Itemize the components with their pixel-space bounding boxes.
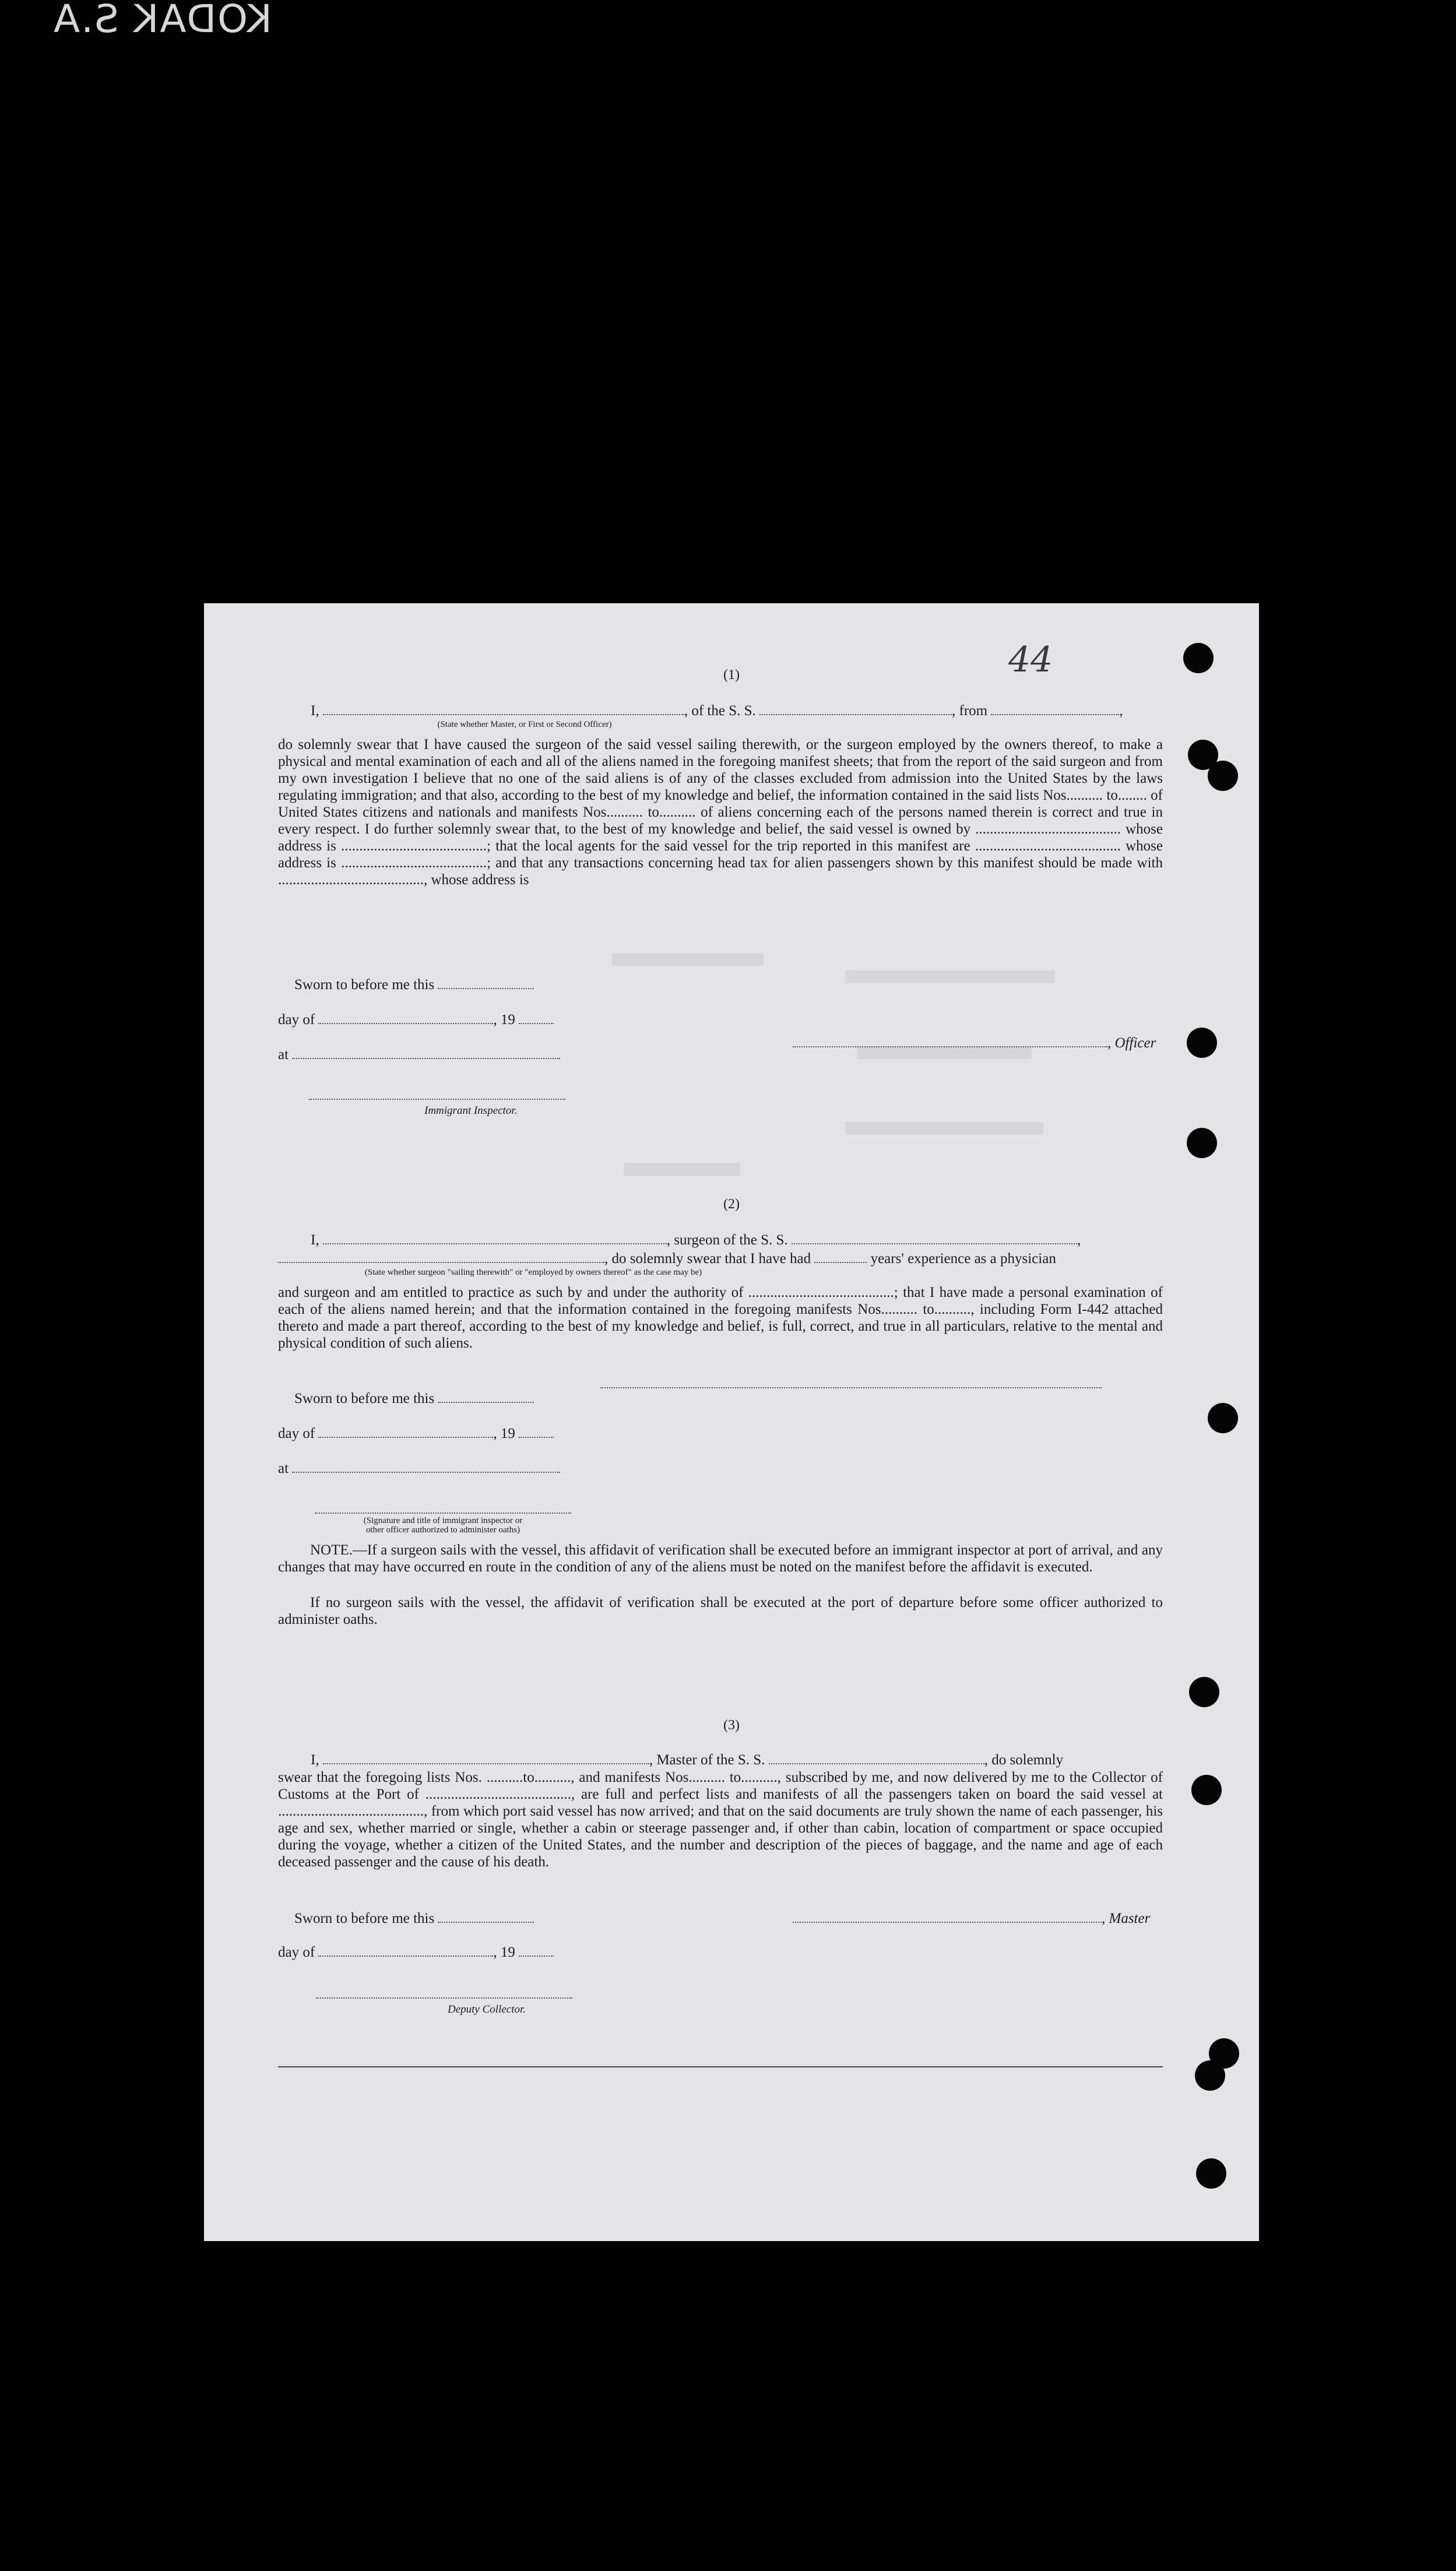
trailing-comma: , <box>1077 1232 1081 1248</box>
label-master-of-ss: , Master of the S. S. <box>649 1752 765 1768</box>
section-2-surgeon-note: (State whether surgeon "sailing therewith" or "employed by owners thereof" as the case may be) <box>364 1268 702 1277</box>
officer-label: , Officer <box>1107 1035 1156 1051</box>
label-i: I, <box>311 1232 319 1248</box>
day-of-label: day of <box>278 1944 315 1960</box>
label-i: I, <box>311 1752 319 1768</box>
signature-note-1: (Signature and title of immigrant inspector or <box>363 1516 523 1525</box>
sworn-date-field[interactable] <box>438 977 534 989</box>
year-label: , 19 <box>493 1012 515 1028</box>
punch-hole <box>1208 761 1238 791</box>
year-label: , 19 <box>493 1426 515 1441</box>
deputy-collector-label: Deputy Collector. <box>448 2003 526 2016</box>
surgeon-status-field[interactable] <box>278 1251 604 1263</box>
at-label: at <box>278 1461 289 1476</box>
section-3-body: swear that the foregoing lists Nos. ..........to.........., and manifests Nos.......... to.........., subscribed by me, and now delivered by me to the Collector of Customs at the Port of ........................................, are full and perfect lists and manifests of all the passengers taken on board the said vessel at ........................................, from which port said vessel has now arrived; and that on the said documents are truly shown the name of each passenger, his age and sex, whether married or single, whether a cabin or steerage passenger and, if other than cabin, location of compartment or space occupied during the voyage, whether a citizen of the United States, and the number and description of the pieces of baggage, and the name and age of each deceased passenger and the cause of his death. <box>278 1770 1163 1870</box>
sworn-date-field[interactable] <box>438 1911 534 1923</box>
punch-hole <box>1191 1775 1222 1805</box>
note-text: —If a surgeon sails with the vessel, this affidavit of verification shall be executed before an immigrant inspector at port of arrival, and any changes that may have occurred en route in the condition of any of the aliens must be noted on the manifest before the affidavit is executed. <box>278 1542 1163 1575</box>
at-line <box>278 1460 560 1477</box>
year-field[interactable] <box>519 1945 554 1957</box>
day-of-label: day of <box>278 1012 315 1028</box>
year-field[interactable] <box>519 1012 554 1024</box>
day-of-line <box>278 1944 554 1961</box>
master-signature-line <box>793 1910 1150 1927</box>
punch-hole <box>1196 2158 1226 2189</box>
manifest-affidavit-page <box>204 603 1259 2241</box>
punch-hole <box>1195 2060 1225 2091</box>
inspector-label: Immigrant Inspector. <box>424 1105 518 1117</box>
sworn-line <box>294 1910 534 1927</box>
section-2-body: and surgeon and am entitled to practice as such by and under the authority of ........................................; that I have made a personal examination of each of the aliens named herein; and that the information contained in the foregoing manifests Nos.......... to.........., including Form I-442 attached thereto and made a part thereof, according to the best of my knowledge and belief, is full, correct, and true in all particulars, relative to the mental and physical condition of such aliens. <box>278 1285 1163 1351</box>
port-from-field[interactable] <box>991 704 1119 715</box>
section-1-line-1 <box>311 702 1162 719</box>
label-i: I, <box>311 703 319 719</box>
day-of-field[interactable] <box>318 1945 493 1957</box>
sworn-label: Sworn to before me this <box>294 1911 435 1926</box>
section-2-line-2 <box>278 1250 1164 1267</box>
surgeon-name-field[interactable] <box>323 1233 667 1244</box>
year-field[interactable] <box>519 1426 554 1438</box>
section-2-line-1 <box>311 1232 1162 1248</box>
inspector-signature-field[interactable] <box>315 1513 571 1514</box>
section-1-body: do solemnly swear that I have caused the surgeon of the said vessel sailing therewith, or the surgeon employed by the owners thereof, to make a physical and mental examination of each and all of the aliens named in the foregoing manifest sheets; that from the report of the said surgeon and from my own investigation I believe that no one of the said aliens is of any of the classes excluded from admission into the United States by the laws regulating immigration; and that also, according to the best of my knowledge and belief, the information contained in the said lists Nos.......... to........ of United States citizens and nationals and manifests Nos.......... to.......... of aliens concerning each of the persons named therein is correct and true in every respect. I do further solemnly swear that, to the best of my knowledge and belief, the said vessel is owned by ........................................ whose address is ........................................; that the local agents for the said vessel for the trip reported in this manifest are ........................................ whose address is ........................................; and that any transactions concerning head tax for alien passengers shown by this manifest should be made with ........................................, whose address is <box>278 737 1163 888</box>
sworn-date-field[interactable] <box>438 1391 534 1403</box>
officer-signature-field[interactable] <box>793 1036 1107 1047</box>
year-label: , 19 <box>493 1944 515 1960</box>
label-from: , from <box>952 703 988 719</box>
punch-hole <box>1208 1403 1238 1433</box>
film-edge-mark: KODAK S.A <box>52 0 272 41</box>
officer-signature-line <box>793 1035 1156 1051</box>
section-3-number: (3) <box>723 1718 740 1733</box>
bleed-through-text <box>612 953 1137 1209</box>
section-2-number: (2) <box>723 1197 740 1212</box>
section-2-note <box>278 1542 1163 1575</box>
day-of-label: day of <box>278 1426 315 1441</box>
officer-name-field[interactable] <box>323 704 684 715</box>
note-label: NOTE. <box>310 1542 353 1558</box>
years-experience-field[interactable] <box>814 1251 867 1263</box>
label-do-solemnly: , do solemnly <box>984 1752 1064 1768</box>
bottom-rule <box>278 2066 1163 2067</box>
section-1-officer-note: (State whether Master, or First or Second Officer) <box>437 720 612 729</box>
section-3-line-1 <box>311 1751 1162 1768</box>
master-name-field[interactable] <box>323 1753 649 1764</box>
vessel-name-field[interactable] <box>759 704 952 715</box>
punch-hole <box>1187 1028 1217 1058</box>
signature-note-2: other officer authorized to administer oaths) <box>365 1525 520 1535</box>
years-label: years' experience as a physician <box>870 1251 1056 1267</box>
sworn-line <box>294 976 534 993</box>
at-label: at <box>278 1047 289 1063</box>
section-2-note-2: If no surgeon sails with the vessel, the affidavit of verification shall be executed at the port of departure before some officer authorized to administer oaths. <box>278 1595 1163 1627</box>
label-surgeon-of-ss: , surgeon of the S. S. <box>666 1232 788 1248</box>
master-vessel-field[interactable] <box>769 1753 984 1764</box>
deputy-signature-field[interactable] <box>316 1997 572 1999</box>
sworn-label: Sworn to before me this <box>294 977 435 993</box>
day-of-line <box>278 1425 554 1442</box>
swear-label: , do solemnly swear that I have had <box>604 1251 811 1267</box>
at-line <box>278 1046 560 1063</box>
sworn-line <box>294 1390 534 1407</box>
section-1-number: (1) <box>723 667 740 683</box>
day-of-field[interactable] <box>318 1012 493 1024</box>
label-of-the-ss: , of the S. S. <box>684 703 756 719</box>
master-signature-field[interactable] <box>793 1911 1102 1923</box>
day-of-line <box>278 1011 554 1028</box>
at-field[interactable] <box>292 1047 560 1059</box>
master-label: , Master <box>1102 1911 1151 1926</box>
trailing-comma: , <box>1119 703 1123 719</box>
handwritten-page-number: 44 <box>1008 639 1053 680</box>
at-field[interactable] <box>292 1461 560 1473</box>
separator-rule <box>600 1387 1102 1388</box>
sworn-label: Sworn to before me this <box>294 1391 435 1406</box>
surgeon-vessel-field[interactable] <box>792 1233 1077 1244</box>
punch-hole <box>1187 1128 1217 1158</box>
inspector-signature-field[interactable] <box>309 1099 565 1100</box>
punch-hole <box>1189 1677 1219 1707</box>
day-of-field[interactable] <box>318 1426 493 1438</box>
